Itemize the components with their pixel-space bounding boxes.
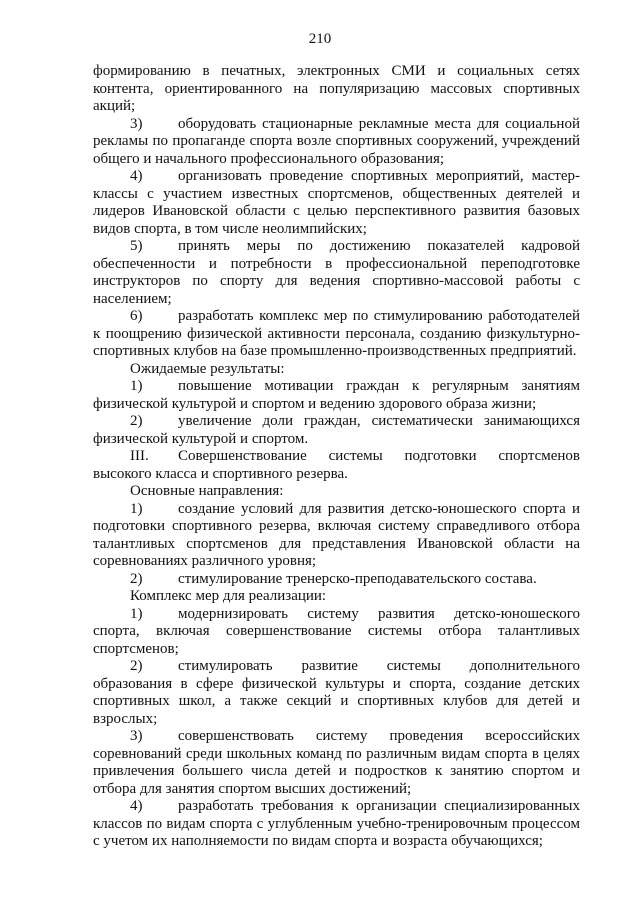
paragraph-text: формированию в печатных, электронных СМИ и социальных сетях контента, ориентированного на популяризацию массовых спортивных акций; — [93, 63, 580, 114]
list-number: 4) — [130, 168, 143, 184]
paragraph — [93, 308, 580, 361]
paragraph-text: совершенствовать систему проведения всероссийских соревнований среди школьных команд по различным видам спорта в целях привлечения большего числа детей и подростков к занятию спортом и отбора для занятия спортом высших достижений; — [93, 728, 580, 797]
paragraph-text: увеличение доли граждан, систематически занимающихся физической культурой и спортом. — [93, 413, 580, 447]
paragraph — [93, 606, 580, 659]
paragraph — [93, 413, 580, 448]
paragraph — [93, 658, 580, 728]
paragraph-text: Совершенствование системы подготовки спортсменов высокого класса и спортивного резерва. — [93, 448, 580, 482]
list-number: 6) — [130, 308, 143, 324]
list-number: 2) — [130, 413, 143, 429]
paragraph-text: Основные направления: — [130, 483, 284, 499]
document-body — [93, 63, 580, 851]
paragraph-text: разработать требования к организации специализированных классов по видам спорта с углубленным учебно-тренировочным процессом с учетом их наполняемости по видам спорта и возраста обучающихся; — [93, 798, 580, 849]
paragraph — [93, 483, 580, 501]
list-number: III. — [130, 448, 149, 464]
paragraph-text: разработать комплекс мер по стимулированию работодателей к поощрению физической активности персонала, созданию физкультурно-спортивных клубов на базе промышленно-производственных предприятий. — [93, 308, 580, 359]
paragraph-text: Ожидаемые результаты: — [130, 360, 285, 377]
list-number: 1) — [130, 378, 143, 394]
paragraph — [93, 798, 580, 851]
paragraph — [93, 728, 580, 798]
paragraph — [93, 116, 580, 169]
paragraph-text: Комплекс мер для реализации: — [130, 588, 327, 604]
paragraph-text: модернизировать систему развития детско-юношеского спорта, включая совершенствование системы отбора талантливых спортсменов; — [93, 605, 580, 657]
list-number: 1) — [130, 605, 143, 622]
paragraph — [93, 168, 580, 238]
paragraph-text: стимулирование тренерско-преподавательского состава. — [178, 570, 537, 587]
page-number: 210 — [308, 31, 332, 47]
paragraph — [93, 378, 580, 413]
paragraph — [93, 571, 580, 589]
paragraph-text: принять меры по достижению показателей кадровой обеспеченности и потребности в профессиональной переподготовке инструкторов по спорту для ведения спортивно-массовой работы с населением; — [93, 238, 580, 307]
paragraph-text: создание условий для развития детско-юношеского спорта и подготовки спортивного резерва, включая систему справедливого отбора талантливых спортсменов для представления Ивановской области на соревнованиях различного уровня; — [93, 500, 580, 569]
list-number: 2) — [130, 658, 143, 674]
list-number: 3) — [130, 115, 143, 132]
list-number: 3) — [130, 728, 143, 744]
paragraph — [93, 501, 580, 571]
paragraph — [93, 361, 580, 379]
paragraph-text: оборудовать стационарные рекламные места для социальной рекламы по пропаганде спорта возле спортивных сооружений, учреждений общего и начального профессионального образования; — [93, 115, 580, 167]
paragraph — [93, 63, 580, 116]
paragraph — [93, 588, 580, 606]
paragraph-text: повышение мотивации граждан к регулярным занятиям физической культурой и спортом и ведению здорового образа жизни; — [93, 378, 580, 412]
paragraph-text: стимулировать развитие системы дополнительного образования в сфере физической культуры и спорта, создание детских спортивных школ, а также секций и спортивных клубов для детей и взрослых; — [93, 658, 580, 727]
list-number: 4) — [130, 798, 143, 814]
section-heading — [93, 448, 580, 483]
paragraph — [93, 238, 580, 308]
paragraph-text: организовать проведение спортивных мероприятий, мастер-классы с участием известных спортсменов, общественных деятелей и лидеров Ивановской области с целью перспективного развития базовых видов спорта, в том числе неолимпийских; — [93, 168, 580, 237]
list-number: 2) — [130, 570, 143, 587]
list-number: 1) — [130, 500, 143, 517]
list-number: 5) — [130, 238, 143, 254]
